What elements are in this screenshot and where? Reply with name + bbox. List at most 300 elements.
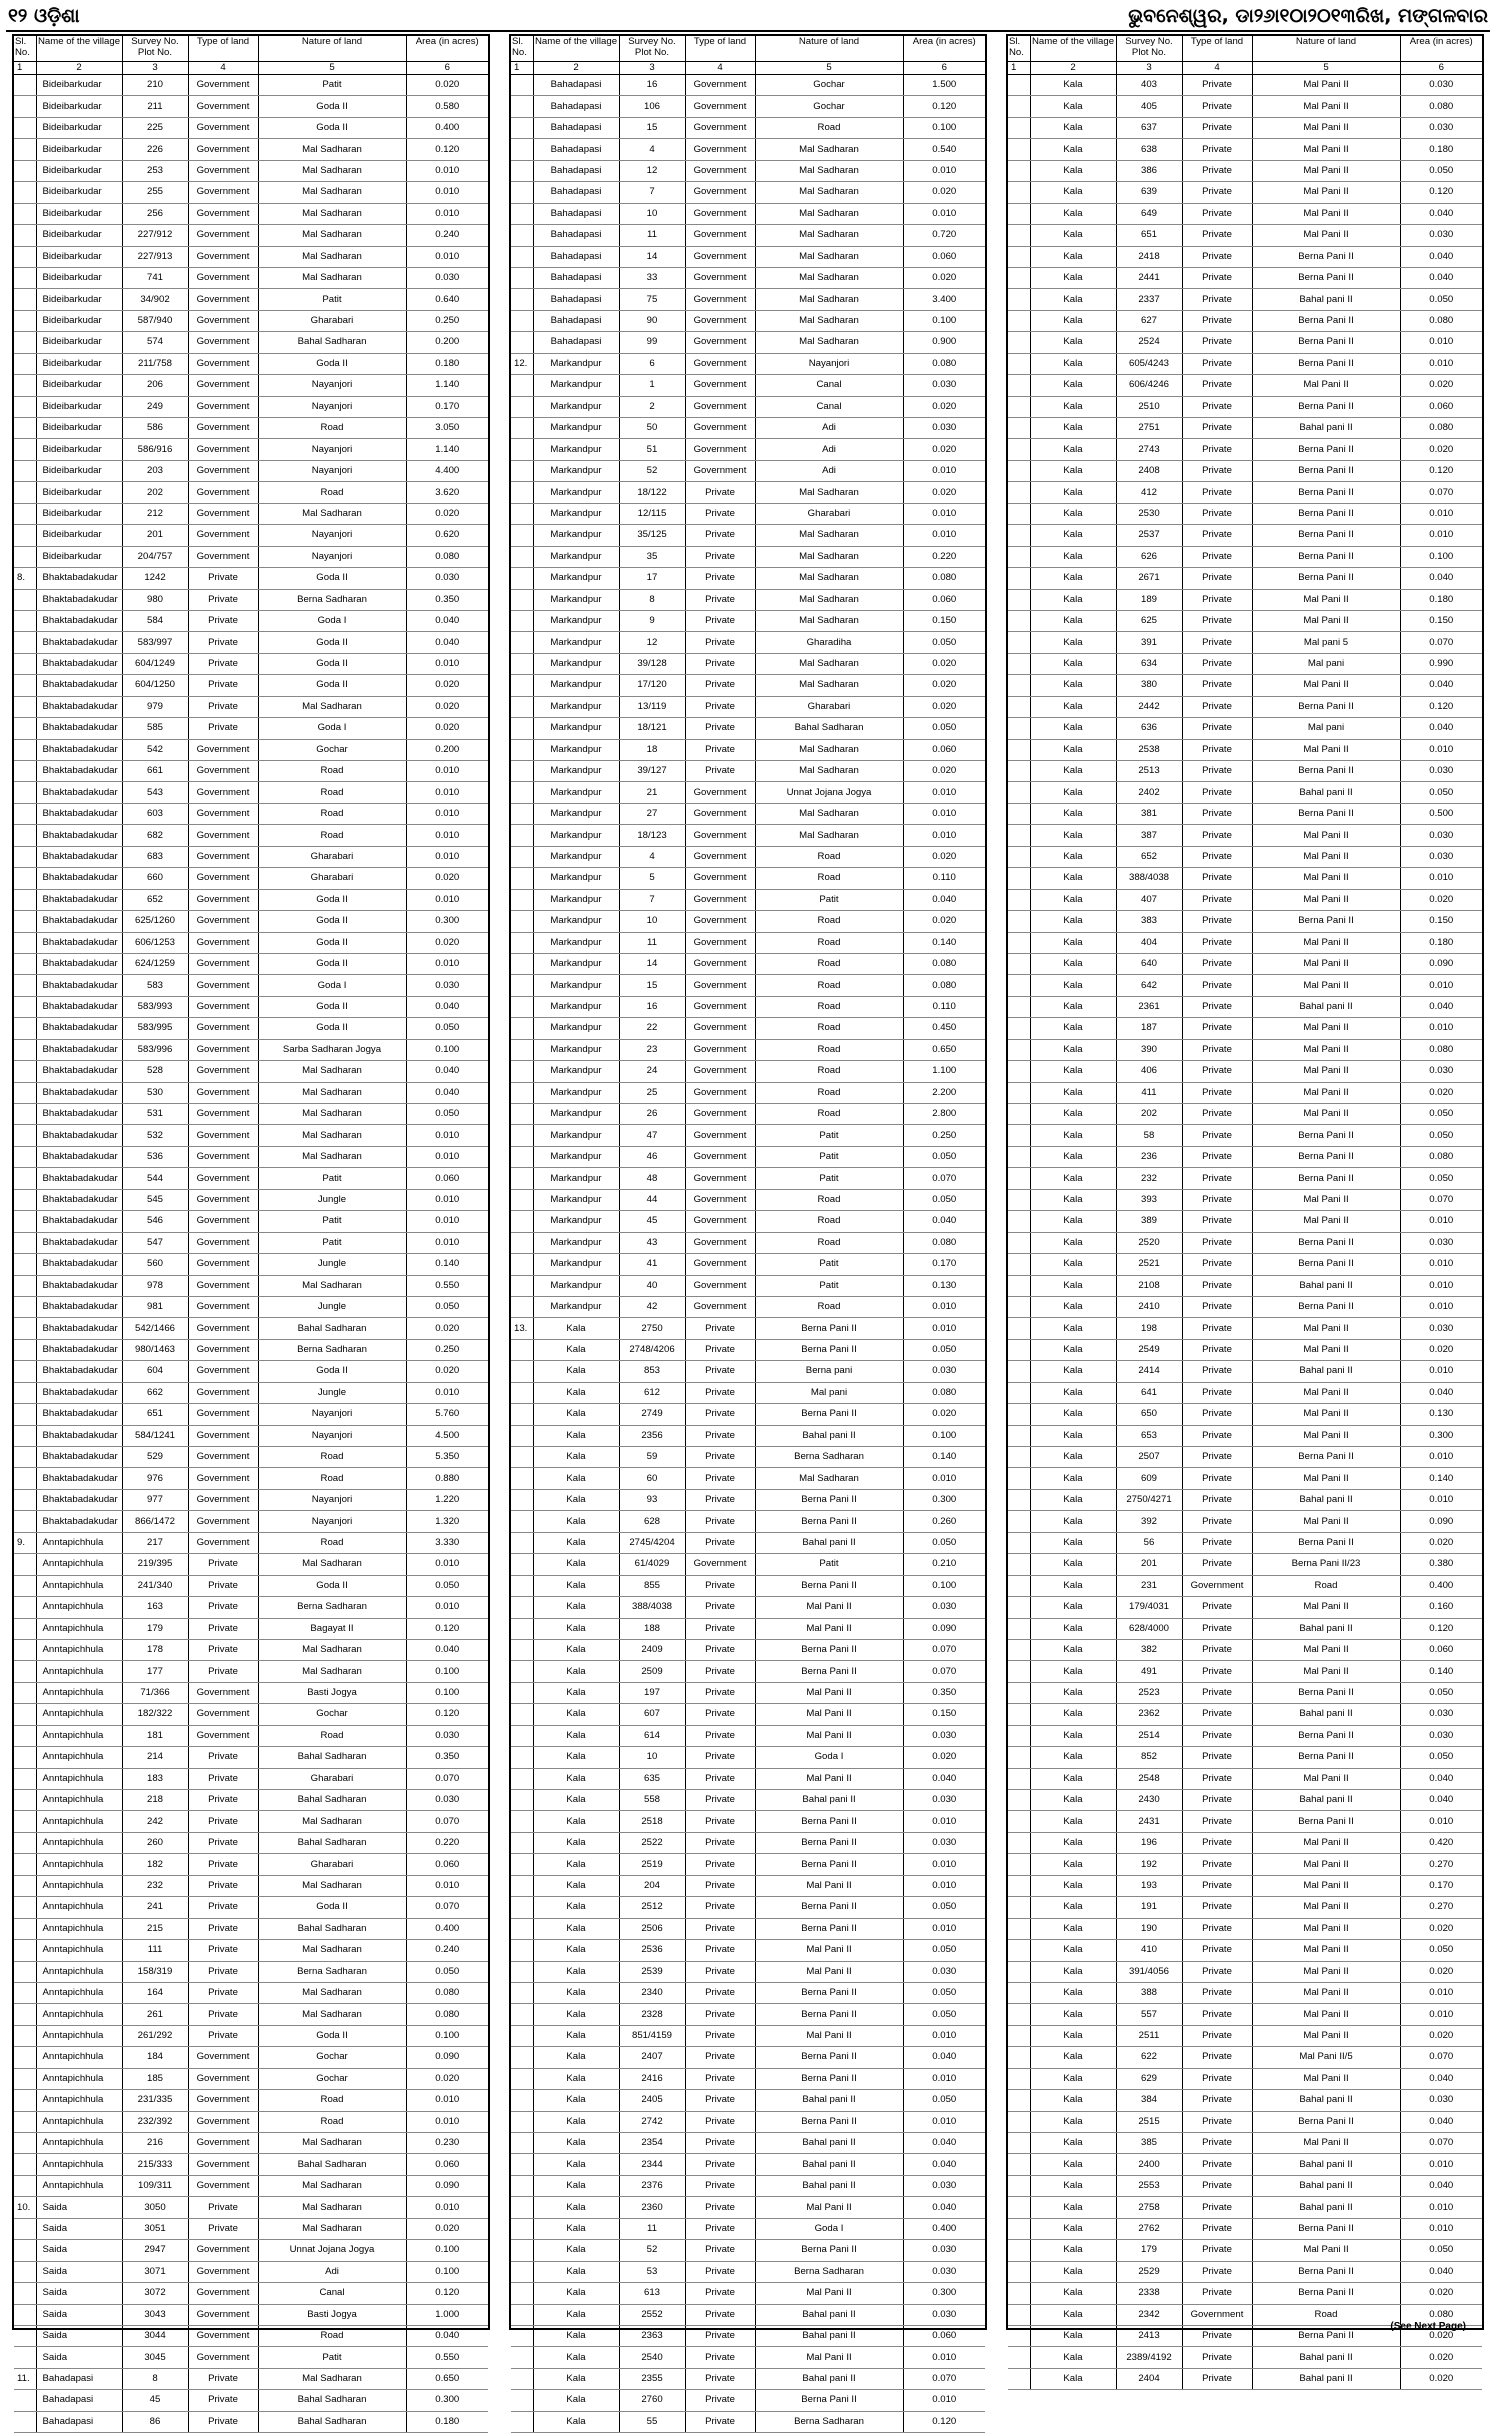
cell-type: Government (188, 1725, 258, 1746)
cell-type: Government (188, 1511, 258, 1532)
cell-plot: 241/340 (122, 1575, 188, 1596)
cell-nature: Gochar (258, 1704, 406, 1725)
cell-type: Government (188, 1254, 258, 1275)
cell-type: Private (188, 653, 258, 674)
table-row (14, 439, 488, 460)
cell-area: 0.010 (406, 203, 488, 224)
cell-area: 0.080 (903, 1382, 985, 1403)
cell-nature: Bahal pani II (1252, 1489, 1400, 1510)
cell-type: Government (188, 460, 258, 481)
cell-village: Kala (533, 1425, 619, 1446)
cell-sl (14, 1940, 36, 1961)
cell-plot: 584/1241 (122, 1425, 188, 1446)
cell-type: Government (685, 975, 755, 996)
cell-plot: 8 (619, 589, 685, 610)
cell-nature: Road (258, 1725, 406, 1746)
table-row (14, 803, 488, 824)
cell-plot: 2758 (1116, 2197, 1182, 2218)
cell-village: Kala (1030, 2240, 1116, 2261)
cell-sl (511, 2304, 533, 2325)
cell-nature: Berna Sadharan (755, 2411, 903, 2432)
cell-nature: Berna Sadharan (258, 1597, 406, 1618)
cell-nature: Road (258, 803, 406, 824)
cell-plot: 35 (619, 546, 685, 567)
cell-sl (14, 2218, 36, 2239)
cell-village: Markandpur (533, 846, 619, 867)
table-row (14, 310, 488, 331)
cell-nature: Sarba Sadharan Jogya (258, 1039, 406, 1060)
cell-sl (1008, 375, 1030, 396)
cell-nature: Gharabari (258, 846, 406, 867)
cell-village: Bhaktabadakudar (36, 568, 122, 589)
cell-type: Government (685, 246, 755, 267)
cell-nature: Mal Pani II (1252, 1661, 1400, 1682)
table-row (1008, 1982, 1482, 2003)
cell-nature: Mal Pani II (1252, 1597, 1400, 1618)
cell-plot: 198 (1116, 1318, 1182, 1339)
cell-plot: 530 (122, 1082, 188, 1103)
cell-village: Bhaktabadakudar (36, 610, 122, 631)
cell-type: Government (188, 1468, 258, 1489)
cell-nature: Berna Pani II (1252, 911, 1400, 932)
table-row (14, 610, 488, 631)
cell-plot: 2416 (619, 2068, 685, 2089)
cell-village: Kala (1030, 782, 1116, 803)
cell-plot: 18/122 (619, 482, 685, 503)
cell-sl (511, 2283, 533, 2304)
cell-plot: 3072 (122, 2283, 188, 2304)
cell-nature: Mal Pani II (1252, 375, 1400, 396)
cell-sl (1008, 353, 1030, 374)
cell-plot: 491 (1116, 1661, 1182, 1682)
cell-sl: 13. (511, 1318, 533, 1339)
cell-area: 0.010 (406, 160, 488, 181)
table-row (1008, 739, 1482, 760)
cell-plot: 683 (122, 846, 188, 867)
cell-village: Bideibarkudar (36, 96, 122, 117)
cell-village: Kala (533, 1918, 619, 1939)
cell-area: 0.050 (1400, 160, 1482, 181)
table-row (511, 2111, 985, 2132)
cell-village: Kala (1030, 1296, 1116, 1317)
cell-plot: 99 (619, 332, 685, 353)
cell-nature: Berna Sadharan (258, 1339, 406, 1360)
cell-plot: 17/120 (619, 675, 685, 696)
cell-village: Kala (1030, 846, 1116, 867)
cell-nature: Unnat Jojana Jogya (755, 782, 903, 803)
cell-nature: Berna Pani II (1252, 1168, 1400, 1189)
cell-village: Saida (36, 2197, 122, 2218)
cell-village: Kala (533, 1532, 619, 1553)
cell-area: 0.020 (903, 396, 985, 417)
cell-village: Kala (1030, 1511, 1116, 1532)
table-row (511, 482, 985, 503)
cell-village: Anntapichhula (36, 1575, 122, 1596)
cell-area: 0.010 (406, 1382, 488, 1403)
cell-type: Government (685, 1296, 755, 1317)
table-row (1008, 353, 1482, 374)
cell-nature: Nayanjori (258, 1404, 406, 1425)
cell-area: 0.030 (903, 1832, 985, 1853)
cell-type: Private (1182, 546, 1252, 567)
cell-area: 0.010 (903, 1875, 985, 1896)
cell-village: Bideibarkudar (36, 332, 122, 353)
table-row (511, 589, 985, 610)
cell-area: 0.010 (406, 889, 488, 910)
cell-type: Government (188, 2154, 258, 2175)
table-row (1008, 1146, 1482, 1167)
table-row (1008, 482, 1482, 503)
table-row (14, 1940, 488, 1961)
cell-village: Bhaktabadakudar (36, 1211, 122, 1232)
cell-nature: Gharadiha (755, 632, 903, 653)
cell-area: 0.020 (406, 2218, 488, 2239)
cell-sl (1008, 2068, 1030, 2089)
table-row (1008, 996, 1482, 1017)
cell-village: Kala (1030, 1447, 1116, 1468)
cell-nature: Gharabari (258, 868, 406, 889)
cell-sl (1008, 2240, 1030, 2261)
cell-nature: Road (755, 117, 903, 138)
cell-sl (14, 996, 36, 1017)
cell-nature: Bahal pani II (755, 2175, 903, 2196)
cell-sl (511, 1982, 533, 2003)
cell-nature: Mal Pani II (1252, 739, 1400, 760)
cell-plot: 44 (619, 1189, 685, 1210)
cell-area: 0.040 (903, 2133, 985, 2154)
cell-village: Bahadapasi (533, 332, 619, 353)
cell-plot: 45 (122, 2390, 188, 2411)
cell-type: Private (188, 2218, 258, 2239)
cell-type: Government (685, 139, 755, 160)
column-number: 5 (755, 62, 903, 75)
table-row (511, 610, 985, 631)
cell-area: 0.350 (406, 1747, 488, 1768)
cell-nature: Berna Pani II (755, 2111, 903, 2132)
cell-nature: Berna Pani II (1252, 482, 1400, 503)
cell-sl (511, 1790, 533, 1811)
cell-sl (1008, 1382, 1030, 1403)
cell-village: Markandpur (533, 546, 619, 567)
table-row (14, 1790, 488, 1811)
table-row (14, 1639, 488, 1660)
cell-sl (511, 139, 533, 160)
cell-type: Private (1182, 182, 1252, 203)
cell-plot: 1 (619, 375, 685, 396)
cell-plot: 2376 (619, 2175, 685, 2196)
cell-type: Private (685, 1918, 755, 1939)
cell-type: Government (685, 203, 755, 224)
cell-plot: 682 (122, 825, 188, 846)
cell-area: 0.300 (1400, 1425, 1482, 1446)
cell-nature: Mal Pani II (1252, 1404, 1400, 1425)
cell-plot: 177 (122, 1661, 188, 1682)
cell-plot: 179/4031 (1116, 1597, 1182, 1618)
cell-nature: Berna Pani II (1252, 1811, 1400, 1832)
cell-village: Bhaktabadakudar (36, 1125, 122, 1146)
cell-plot: 50 (619, 418, 685, 439)
cell-plot: 42 (619, 1296, 685, 1317)
cell-area: 0.060 (903, 739, 985, 760)
cell-type: Private (685, 1575, 755, 1596)
cell-sl (14, 482, 36, 503)
cell-sl (14, 2304, 36, 2325)
cell-type: Private (685, 2325, 755, 2346)
cell-plot: 232 (1116, 1168, 1182, 1189)
cell-sl (1008, 139, 1030, 160)
cell-nature: Berna Pani II (1252, 1532, 1400, 1553)
table-row (1008, 1639, 1482, 1660)
cell-nature: Berna Pani II (755, 1318, 903, 1339)
table-row (511, 396, 985, 417)
cell-type: Private (1182, 2068, 1252, 2089)
cell-type: Private (188, 1554, 258, 1575)
table-row (1008, 589, 1482, 610)
cell-type: Private (685, 739, 755, 760)
cell-nature: Bahal pani II (1252, 1361, 1400, 1382)
cell-village: Kala (1030, 1232, 1116, 1253)
cell-plot: 2750/4271 (1116, 1489, 1182, 1510)
cell-area: 0.090 (1400, 953, 1482, 974)
cell-sl (14, 2068, 36, 2089)
cell-area: 1.100 (903, 1061, 985, 1082)
cell-plot: 851/4159 (619, 2025, 685, 2046)
cell-area: 0.180 (406, 2411, 488, 2432)
cell-nature: Berna Pani II (1252, 310, 1400, 331)
cell-nature: Mal Pani II (1252, 1854, 1400, 1875)
cell-type: Private (1182, 482, 1252, 503)
cell-village: Kala (1030, 1618, 1116, 1639)
cell-area: 0.020 (903, 761, 985, 782)
cell-type: Private (1182, 1211, 1252, 1232)
cell-area: 0.010 (903, 525, 985, 546)
cell-plot: 12 (619, 160, 685, 181)
cell-area: 0.020 (1400, 2368, 1482, 2389)
table-row (14, 1104, 488, 1125)
cell-village: Bhaktabadakudar (36, 696, 122, 717)
cell-village: Bhaktabadakudar (36, 1104, 122, 1125)
cell-nature: Berna Pani II (1252, 525, 1400, 546)
cell-village: Kala (533, 1404, 619, 1425)
cell-plot: 201 (122, 525, 188, 546)
cell-nature: Mal Sadharan (258, 1146, 406, 1167)
cell-village: Bahadapasi (533, 203, 619, 224)
cell-village: Markandpur (533, 439, 619, 460)
cell-village: Kala (1030, 739, 1116, 760)
cell-area: 0.010 (1400, 1811, 1482, 1832)
cell-nature: Bahal pani II (1252, 1618, 1400, 1639)
cell-nature: Berna Pani II (1252, 353, 1400, 374)
table-row (1008, 675, 1482, 696)
cell-plot: 2442 (1116, 696, 1182, 717)
cell-plot: 637 (1116, 117, 1182, 138)
cell-sl (14, 2261, 36, 2282)
table-row (14, 117, 488, 138)
cell-nature: Bahal pani II (755, 2304, 903, 2325)
cell-plot: 853 (619, 1361, 685, 1382)
cell-sl (14, 525, 36, 546)
cell-plot: 651 (122, 1404, 188, 1425)
cell-type: Private (685, 1768, 755, 1789)
cell-nature: Road (755, 1296, 903, 1317)
cell-type: Private (1182, 996, 1252, 1017)
cell-area: 0.150 (903, 1704, 985, 1725)
table-row (511, 418, 985, 439)
cell-village: Bahadapasi (533, 246, 619, 267)
cell-type: Government (685, 1018, 755, 1039)
cell-plot: 2748/4206 (619, 1339, 685, 1360)
cell-village: Bideibarkudar (36, 546, 122, 567)
cell-area: 0.030 (903, 1361, 985, 1382)
cell-village: Kala (1030, 2133, 1116, 2154)
cell-area: 0.010 (1400, 2004, 1482, 2025)
cell-area: 0.030 (903, 1790, 985, 1811)
cell-village: Kala (533, 1618, 619, 1639)
table-row (14, 1982, 488, 2003)
cell-plot: 2512 (619, 1897, 685, 1918)
cell-type: Private (188, 718, 258, 739)
cell-plot: 2342 (1116, 2304, 1182, 2325)
cell-nature: Road (258, 761, 406, 782)
cell-type: Private (685, 1875, 755, 1896)
cell-sl (1008, 182, 1030, 203)
table-row (511, 2068, 985, 2089)
cell-nature: Basti Jogya (258, 1682, 406, 1703)
table-row (1008, 1832, 1482, 1853)
cell-sl (14, 868, 36, 889)
cell-plot: 181 (122, 1725, 188, 1746)
cell-type: Private (1182, 1146, 1252, 1167)
cell-nature: Bahal Sadharan (258, 2411, 406, 2432)
cell-village: Bahadapasi (533, 117, 619, 138)
cell-type: Private (1182, 1618, 1252, 1639)
cell-area: 0.040 (1400, 246, 1482, 267)
cell-nature: Mal Sadharan (755, 610, 903, 631)
cell-area: 0.040 (406, 996, 488, 1017)
cell-area: 0.540 (903, 139, 985, 160)
cell-nature: Mal Pani II (1252, 1982, 1400, 2003)
cell-area: 0.120 (1400, 1618, 1482, 1639)
cell-plot: 197 (619, 1682, 685, 1703)
cell-area: 0.010 (1400, 2218, 1482, 2239)
cell-plot: 206 (122, 375, 188, 396)
cell-nature: Berna Pani II (1252, 1125, 1400, 1146)
cell-village: Bahadapasi (533, 139, 619, 160)
cell-plot: 178 (122, 1639, 188, 1660)
table-column-3 (1006, 34, 1484, 2385)
table-row (1008, 2197, 1482, 2218)
cell-type: Government (685, 353, 755, 374)
cell-sl (1008, 1211, 1030, 1232)
cell-sl (14, 2390, 36, 2411)
cell-area: 0.090 (1400, 1511, 1482, 1532)
table-row (511, 353, 985, 374)
cell-village: Kala (1030, 696, 1116, 717)
cell-village: Markandpur (533, 1232, 619, 1253)
cell-village: Bhaktabadakudar (36, 589, 122, 610)
cell-area: 0.650 (903, 1039, 985, 1060)
table-row (1008, 160, 1482, 181)
table-row (14, 1489, 488, 1510)
cell-village: Kala (1030, 310, 1116, 331)
cell-type: Private (1182, 1232, 1252, 1253)
cell-plot: 385 (1116, 2133, 1182, 2154)
cell-nature: Bahal pani II (1252, 782, 1400, 803)
cell-area: 0.050 (903, 1897, 985, 1918)
cell-sl (1008, 932, 1030, 953)
cell-area: 0.500 (1400, 803, 1482, 824)
cell-nature: Berna Pani II (1252, 1232, 1400, 1253)
cell-sl (1008, 1682, 1030, 1703)
cell-sl (1008, 503, 1030, 524)
cell-type: Government (188, 246, 258, 267)
cell-area: 0.010 (903, 2025, 985, 2046)
cell-sl (511, 782, 533, 803)
table-row (14, 1704, 488, 1725)
cell-type: Private (685, 2068, 755, 2089)
cell-nature: Berna Pani II/23 (1252, 1554, 1400, 1575)
table-row (511, 332, 985, 353)
cell-plot: 193 (1116, 1875, 1182, 1896)
table-row (1008, 2240, 1482, 2261)
cell-village: Kala (1030, 1339, 1116, 1360)
cell-village: Kala (1030, 2068, 1116, 2089)
cell-area: 0.100 (406, 2240, 488, 2261)
cell-plot: 109/311 (122, 2175, 188, 2196)
cell-plot: 202 (1116, 1104, 1182, 1125)
table-row (511, 2411, 985, 2432)
cell-area: 0.650 (406, 2368, 488, 2389)
cell-plot: 583/997 (122, 632, 188, 653)
cell-nature: Gochar (755, 96, 903, 117)
cell-village: Kala (1030, 1811, 1116, 1832)
cell-nature: Nayanjori (755, 353, 903, 374)
cell-plot: 626 (1116, 546, 1182, 567)
cell-nature: Bahal pani II (1252, 2368, 1400, 2389)
cell-nature: Bahal Sadharan (258, 2154, 406, 2175)
cell-village: Markandpur (533, 653, 619, 674)
cell-nature: Patit (755, 1125, 903, 1146)
cell-village: Bahadapasi (533, 289, 619, 310)
cell-nature: Berna Pani II (755, 1854, 903, 1875)
table-row (511, 1296, 985, 1317)
cell-village: Kala (533, 2197, 619, 2218)
cell-nature: Mal Sadharan (258, 225, 406, 246)
cell-plot: 10 (619, 911, 685, 932)
cell-area: 0.010 (1400, 503, 1482, 524)
cell-village: Kala (533, 2347, 619, 2368)
cell-nature: Patit (258, 2347, 406, 2368)
cell-village: Kala (1030, 1125, 1116, 1146)
cell-plot: 583/996 (122, 1039, 188, 1060)
cell-village: Bhaktabadakudar (36, 1468, 122, 1489)
cell-sl (1008, 739, 1030, 760)
cell-village: Bhaktabadakudar (36, 718, 122, 739)
cell-type: Private (685, 1832, 755, 1853)
table-row (14, 1875, 488, 1896)
cell-area: 0.270 (1400, 1897, 1482, 1918)
cell-sl (511, 975, 533, 996)
cell-area: 0.010 (406, 1875, 488, 1896)
cell-sl (14, 1339, 36, 1360)
cell-plot: 2362 (1116, 1704, 1182, 1725)
cell-nature: Road (258, 2111, 406, 2132)
cell-type: Private (1182, 75, 1252, 96)
cell-type: Private (1182, 96, 1252, 117)
cell-type: Government (188, 782, 258, 803)
cell-sl (14, 310, 36, 331)
cell-plot: 24 (619, 1061, 685, 1082)
